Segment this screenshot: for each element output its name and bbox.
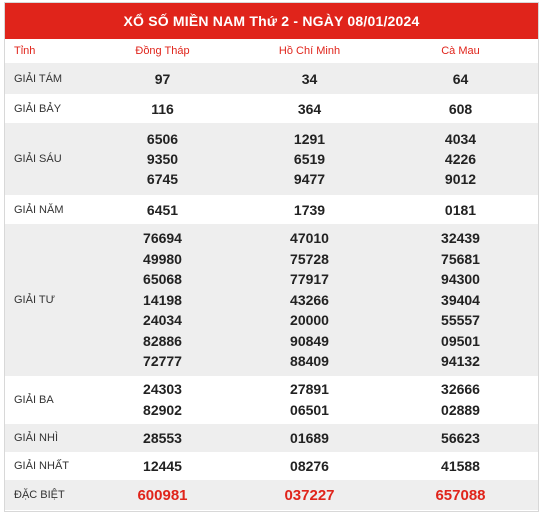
result-number: 88409	[290, 353, 329, 370]
result-number: 76694	[143, 230, 182, 247]
result-number: 72777	[143, 353, 182, 370]
result-number: 9477	[293, 171, 326, 187]
result-number: 116	[151, 100, 174, 117]
result-number: 24034	[143, 312, 182, 329]
prize-row-giai-ba	[5, 376, 538, 424]
results-table	[5, 39, 538, 510]
result-number: 4226	[444, 151, 477, 167]
prize-name: GIẢI TÁM	[5, 63, 89, 94]
result-number: 32439	[441, 230, 480, 247]
province-header-row	[5, 39, 538, 63]
result-number: 75681	[441, 250, 480, 267]
result-number: 24303	[143, 381, 182, 397]
special-prize-number: 657088	[435, 486, 486, 504]
result-number: 02889	[441, 402, 480, 418]
result-number: 94300	[441, 271, 480, 288]
result-number: 9012	[444, 171, 477, 187]
result-number: 6451	[146, 201, 179, 218]
result-number: 6519	[293, 151, 326, 167]
result-number: 56623	[441, 430, 480, 446]
province-name[interactable]: Đồng Tháp	[135, 45, 190, 57]
result-number: 14198	[143, 291, 182, 308]
result-number: 39404	[441, 291, 480, 308]
result-number: 34	[301, 70, 318, 87]
result-number: 90849	[290, 332, 329, 349]
prize-row-giai-nhi	[5, 424, 538, 452]
prize-row-giai-tam	[5, 63, 538, 94]
result-number: 1739	[293, 201, 326, 218]
result-number: 12445	[143, 458, 182, 474]
result-number: 09501	[441, 332, 480, 349]
prize-name: GIẢI TƯ	[5, 224, 89, 376]
result-number: 28553	[143, 430, 182, 446]
results-title: XỔ SỐ MIỀN NAM Thứ 2 - NGÀY 08/01/2024	[5, 3, 538, 39]
result-number: 49980	[143, 250, 182, 267]
prize-name: GIẢI BA	[14, 394, 54, 406]
prize-row-giai-nam	[5, 195, 538, 224]
prize-row-giai-bay	[5, 94, 538, 123]
result-number: 32666	[441, 381, 480, 397]
prize-row-giai-nhat	[5, 452, 538, 480]
result-number: 08276	[290, 458, 329, 474]
result-number: 20000	[290, 312, 329, 329]
result-number: 9350	[146, 151, 179, 167]
result-number: 608	[448, 100, 473, 117]
result-number: 01689	[290, 430, 329, 446]
result-number: 27891	[290, 381, 329, 397]
prize-name: GIẢI NHÌ	[5, 424, 89, 452]
lottery-results-panel	[4, 2, 539, 512]
result-number: 1291	[293, 131, 326, 147]
result-number: 64	[452, 70, 469, 87]
result-number: 4034	[444, 131, 477, 147]
result-number: 0181	[444, 201, 477, 218]
result-number: 6745	[146, 171, 179, 187]
result-number: 77917	[290, 271, 329, 288]
province-name[interactable]: Cà Mau	[441, 45, 480, 57]
result-number: 6506	[146, 131, 179, 147]
prize-name: ĐẶC BIỆT	[5, 480, 89, 510]
prize-row-giai-tu	[5, 224, 538, 376]
prize-name: GIẢI NHẤT	[14, 460, 70, 472]
result-number: 41588	[441, 458, 480, 474]
result-number: 43266	[290, 291, 329, 308]
prize-row-giai-sau	[5, 123, 538, 195]
result-number: 82902	[143, 402, 182, 418]
result-number: 97	[154, 70, 171, 87]
result-number: 55557	[441, 312, 480, 329]
province-name[interactable]: Hồ Chí Minh	[278, 45, 341, 57]
result-number: 82886	[143, 332, 182, 349]
prize-name: GIẢI BẢY	[14, 102, 62, 115]
province-column-label: Tỉnh	[14, 45, 36, 57]
prize-row-dac-biet	[5, 480, 538, 510]
result-number: 94132	[441, 353, 480, 370]
prize-name: GIẢI SÁU	[5, 123, 89, 195]
result-number: 364	[297, 100, 322, 117]
result-number: 06501	[290, 402, 329, 418]
result-number: 65068	[143, 271, 182, 288]
result-number: 47010	[290, 230, 329, 247]
special-prize-number: 037227	[284, 486, 335, 504]
prize-name: GIẢI NĂM	[14, 203, 64, 216]
result-number: 75728	[290, 250, 329, 267]
special-prize-number: 600981	[137, 486, 188, 504]
